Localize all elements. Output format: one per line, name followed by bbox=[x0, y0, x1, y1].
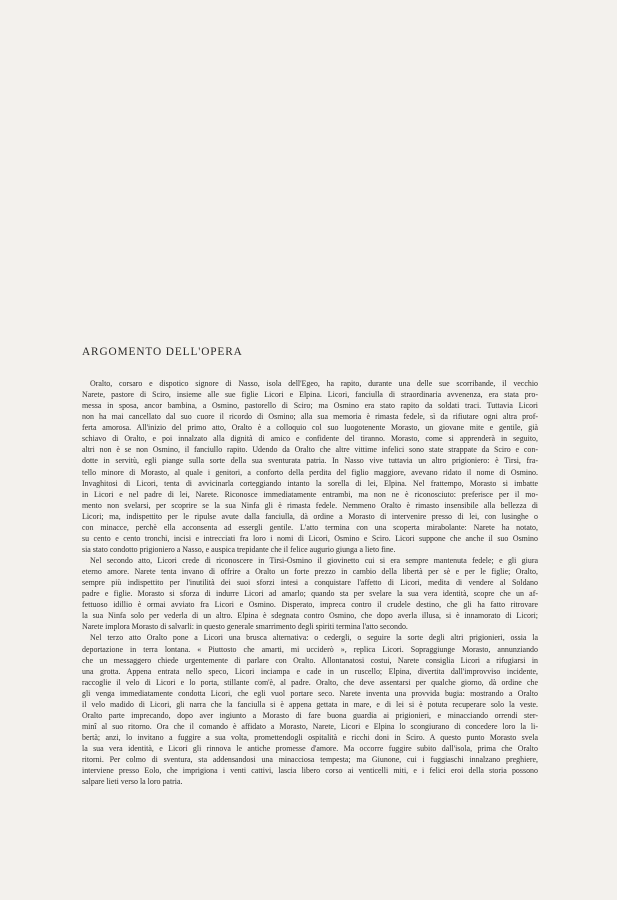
paragraph bbox=[82, 378, 538, 555]
page-title: ARGOMENTO DELL'OPERA bbox=[82, 346, 243, 358]
text-line: altri non è se non Osmino, il fanciullo rapito. Udendo da Oralto che altre vittime infelici sono state strappate da Sciro e con- bbox=[82, 445, 538, 455]
text-line: Narete, pastore di Sciro, insieme alle sue figlie Licori e Elpina. Licori, fanciulla di straordinaria avvenenza, era stata pro- bbox=[82, 390, 538, 400]
text-line: messa in sposa, ancor bambina, a Osmino, pastorello di Sciro; ma Osmino era stato rapito da soldati traci. Tuttavia Licori bbox=[82, 401, 538, 411]
text-line: Oralto parte imprecando, dopo aver ingiunto a Morasto di fare buona guardia ai prigionieri, e minacciando orrendi ster- bbox=[82, 710, 538, 720]
text-line: Nel secondo atto, Licori crede di riconoscere in Tirsi-Osmino il giovinetto cui si era sempre mantenuta fedele; e gli giura bbox=[90, 556, 538, 565]
text-line: deportazione in terra lontana. « Piuttosto che amarti, mi ucciderò », replica Licori. Sopraggiunge Morasto, annunziando bbox=[82, 644, 538, 654]
text-line: eterno amore. Narete tenta invano di offrire a Oralto un forte prezzo in cambio della libertà per sè e per le figlie; Oralto, bbox=[82, 567, 538, 577]
text-line: in Licori e nel padre di lei, Narete. Riconosce immediatamente entrambi, ma non ne è riconosciuto: preferisce per il mo- bbox=[82, 489, 538, 499]
text-line: la sua Ninfa solo per vederla di un altro. Elpina è sdegnata contro Osmino, che dopo averla illusa, si è innamorato di Licori; bbox=[82, 611, 538, 621]
text-line: sempre più indispettito per l'inutilità dei suoi sforzi intesi a conquistare l'affetto di Licori, medita di vendere al Soldano bbox=[82, 578, 538, 588]
text-line: non ha mai cancellato dal suo cuore il ricordo di Osmino; alla sua memoria è rimasta fedele, sì da rifiutare ogni altra prof- bbox=[82, 412, 538, 422]
text-line: dotte in servitù, egli piange sulla sorte della sua sventurata patria. In Nasso vive tuttavia un altro prigioniero: è Tirsi, fra- bbox=[82, 456, 538, 466]
synopsis-text bbox=[82, 378, 538, 787]
paragraph bbox=[82, 555, 538, 632]
text-line: padre e figlie. Morasto si sforza di indurre Licori ad amarlo; quando sta per svelare la sua vera identità, scopre che un af- bbox=[82, 589, 538, 599]
text-line: schiavo di Oralto, e poi innalzato alla dignità di amico e confidente del tiranno. Morasto, come si apprenderà in seguito, bbox=[82, 434, 538, 444]
text-line: gli venga immediatamente condotta Licori, che egli vuol portare seco. Narete inventa una provvida bugia: mostrando a Oralto bbox=[82, 688, 538, 698]
text-line: mento non svelarsi, per scoprire se la sua Ninfa gli è rimasta fedele. Nemmeno Oralto è rimasto insensibile alla bellezza di bbox=[82, 500, 538, 510]
text-line: su cento e cento tronchi, incisi e intrecciati fra loro i nomi di Licori, Osmino e Sciro. Licori suppone che anche il suo Osmino bbox=[82, 533, 538, 543]
text-line: tello minore di Morasto, al quale i genitori, a conforto della perdita del figlio maggiore, avevano ridato il nome di Osmino. bbox=[82, 467, 538, 477]
text-line: raccoglie il velo di Licori e lo porta, stillante com'è, al padre. Oralto, che deve assentarsi per qualche giorno, dà ordine che bbox=[82, 677, 538, 687]
text-line: Narete implora Morasto di salvarli: in questo generale smarrimento degli spiriti termina l'atto secondo. bbox=[82, 622, 408, 632]
text-line: minî al suo ritorno. Ora che il comando è affidato a Morasto, Narete, Licori e Elpina lo scongiurano di concedere loro la li- bbox=[82, 721, 538, 731]
text-line: salpare lieti verso la loro patria. bbox=[82, 777, 183, 787]
text-line: ritorni. Per colmo di sventura, sta addensandosi una minacciosa tempesta; ma Giunone, cui i fuggiaschi innalzano preghiere, bbox=[82, 755, 538, 765]
text-line: ferta amorosa. All'inizio del primo atto, Oralto è a colloquio col suo luogotenente Morasto, un giovane mite e gentile, già bbox=[82, 423, 538, 433]
text-line: una grotta. Appena entrata nello speco, Licori inciampa e cade in un ruscello; Elpina, divertita dall'improvviso incidente, bbox=[82, 666, 538, 676]
text-line: fettuoso idillio è ormai avviato fra Licori e Osmino. Disperato, impreca contro il crudele destino, che gli ha fatto ritrovare bbox=[82, 600, 538, 610]
text-line: con minacce, perchè ella acconsenta ad essergli gentile. L'atto termina con una scoperta mirabolante: Narete ha notato, bbox=[82, 522, 538, 532]
text-line: Nel terzo atto Oralto pone a Licori una brusca alternativa: o cedergli, o seguire la sorte degli altri prigionieri, ossia la bbox=[90, 633, 538, 643]
text-line: che un messaggero chiede urgentemente di parlare con Oralto. Allontanatosi costui, Narete consiglia Licori a rifugiarsi in bbox=[82, 655, 538, 665]
paragraph bbox=[82, 632, 538, 787]
text-line: sia stato condotto prigioniero a Nasso, e auspica trepidante che il felice augurio giunga a lieto fine. bbox=[82, 544, 396, 554]
text-line: il velo madido di Licori, gli narra che la fanciulla si è appena gettata in mare, e di lei si è potuta recuperare solo la veste. bbox=[82, 699, 538, 709]
text-line: Licori; ma, indispettito per le ripulse avute dalla fanciulla, dà ordine a Morasto di intervenire presso di lei, con lusinghe o bbox=[82, 511, 538, 521]
text-line: interviene presso Eolo, che imprigiona i venti cattivi, lascia libero corso ai venticelli miti, e i felici eroi della storia possono bbox=[82, 766, 538, 776]
text-line: la sua vera identità, e Licori gli rinnova le antiche promesse d'amore. Ma occorre fuggire subito dall'isola, prima che Oralto bbox=[82, 744, 538, 754]
text-line: bertà; anzi, lo invitano a fuggire a sua volta, promettendogli ospitalità e ricchi doni in Sciro. A questo punto Morasto svela bbox=[82, 733, 538, 742]
text-line: Invaghitosi di Licori, tenta di avvicinarla corteggiando intanto la sorella di lei, Elpina. Nel frattempo, Morasto si imbatte bbox=[82, 478, 538, 488]
text-line: Oralto, corsaro e dispotico signore di Nasso, isola dell'Egeo, ha rapito, durante una delle sue scorribande, il vecchio bbox=[90, 379, 538, 388]
